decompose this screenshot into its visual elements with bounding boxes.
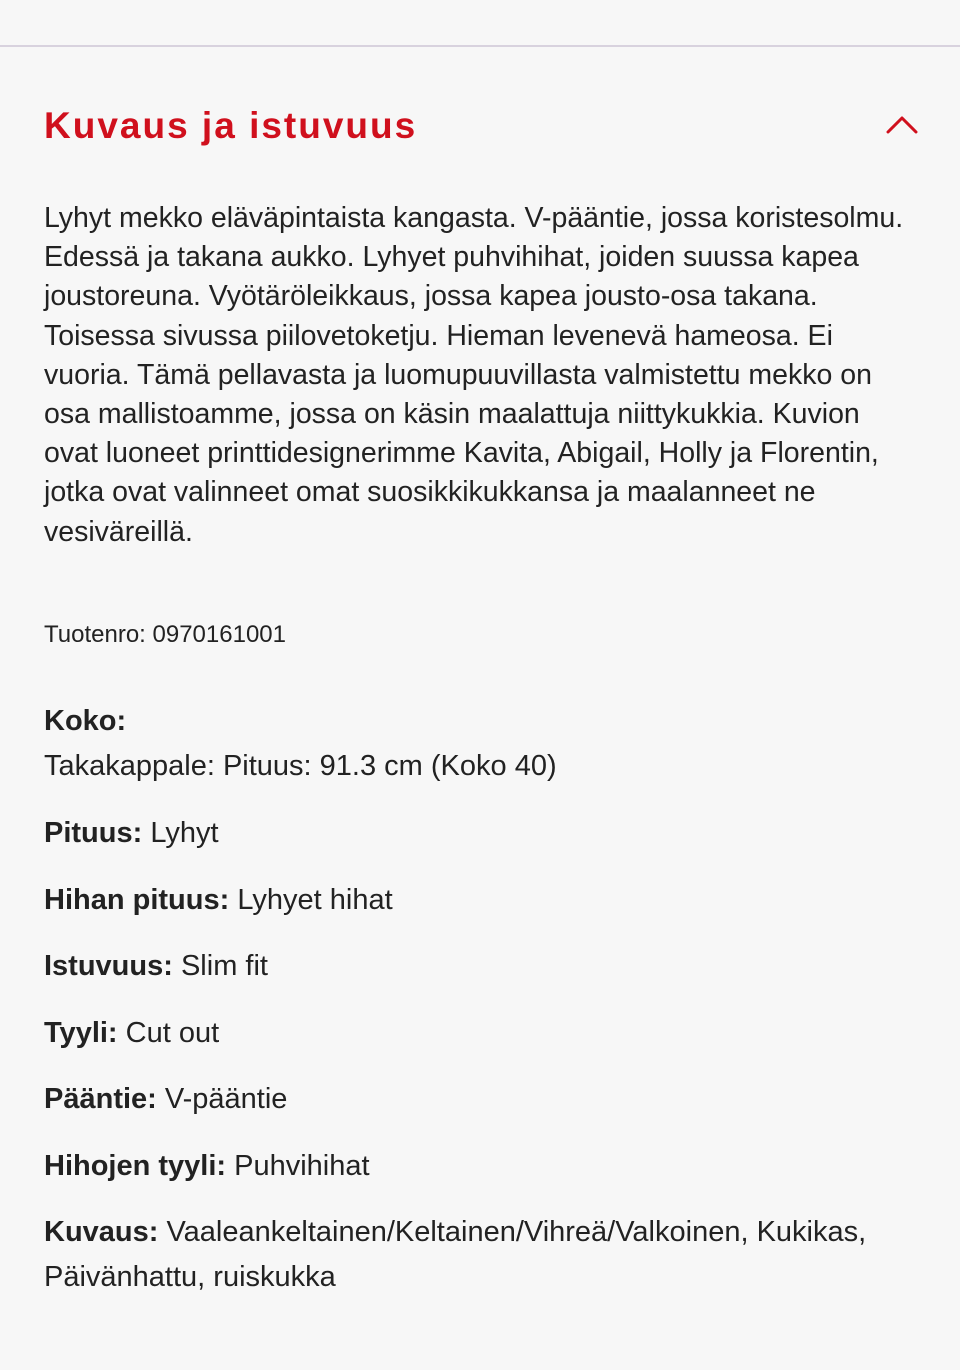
accordion-header-description-fit[interactable] xyxy=(44,98,920,154)
attribute-neckline-label: Pääntie: xyxy=(44,1083,157,1115)
attribute-sleeve-length-label: Hihan pituus: xyxy=(44,884,230,916)
attribute-sleeve-length-value: Lyhyet hihat xyxy=(229,884,393,916)
product-description: Lyhyt mekko eläväpintaista kangasta. V-pääntie, jossa koristesolmu. Edessä ja takana aukko. Lyhyet puhvihihat, joiden suussa kapea joustoreuna. Vyötäröleikkaus, jossa kapea jousto-osa takana. Toisessa sivussa piilovetoketju. Hieman levenevä hameosa. Ei vuoria. Tämä pellavasta ja luomupuuvillasta valmistettu mekko on osa mallistoamme, jossa on käsin maalattuja niittykukkia. Kuvion ovat luoneet printtidesignerimme Kavita, Abigail, Holly ja Florentin, jotka ovat valinneet omat suosikkikukkansa ja maalanneet ne vesiväreillä. xyxy=(44,202,904,548)
chevron-up-icon[interactable] xyxy=(884,108,920,144)
attribute-style-label: Tyyli: xyxy=(44,1017,118,1049)
product-number: Tuotenro: 0970161001 xyxy=(44,621,286,648)
attribute-fit-label: Istuvuus: xyxy=(44,950,173,982)
attribute-fit xyxy=(44,944,914,989)
attribute-neckline-value: V-pääntie xyxy=(156,1083,288,1115)
section-title: Kuvaus ja istuvuus xyxy=(44,105,418,146)
attribute-style-value: Cut out xyxy=(117,1017,220,1049)
attribute-style xyxy=(44,1011,914,1056)
attribute-length-value: Lyhyt xyxy=(142,817,219,849)
attribute-length xyxy=(44,811,914,856)
attribute-sleeve-style xyxy=(44,1144,914,1189)
attribute-colour-label: Kuvaus: xyxy=(44,1216,159,1248)
attribute-size xyxy=(44,699,914,789)
attribute-colour-value: Vaaleankeltainen/Keltainen/Vihreä/Valkoinen, Kukikas, Päivänhattu, ruiskukka xyxy=(44,1216,867,1293)
attribute-size-label: Koko: xyxy=(44,705,127,737)
attribute-colour-description xyxy=(44,1210,914,1300)
attribute-neckline xyxy=(44,1077,914,1122)
attribute-fit-value: Slim fit xyxy=(172,950,268,982)
attribute-size-value: Takakappale: Pituus: 91.3 cm (Koko 40) xyxy=(44,750,557,782)
attribute-sleeve-length xyxy=(44,878,914,923)
top-divider xyxy=(0,45,960,47)
attribute-length-label: Pituus: xyxy=(44,817,143,849)
attribute-sleeve-style-label: Hihojen tyyli: xyxy=(44,1150,227,1182)
attribute-sleeve-style-value: Puhvihihat xyxy=(226,1150,370,1182)
